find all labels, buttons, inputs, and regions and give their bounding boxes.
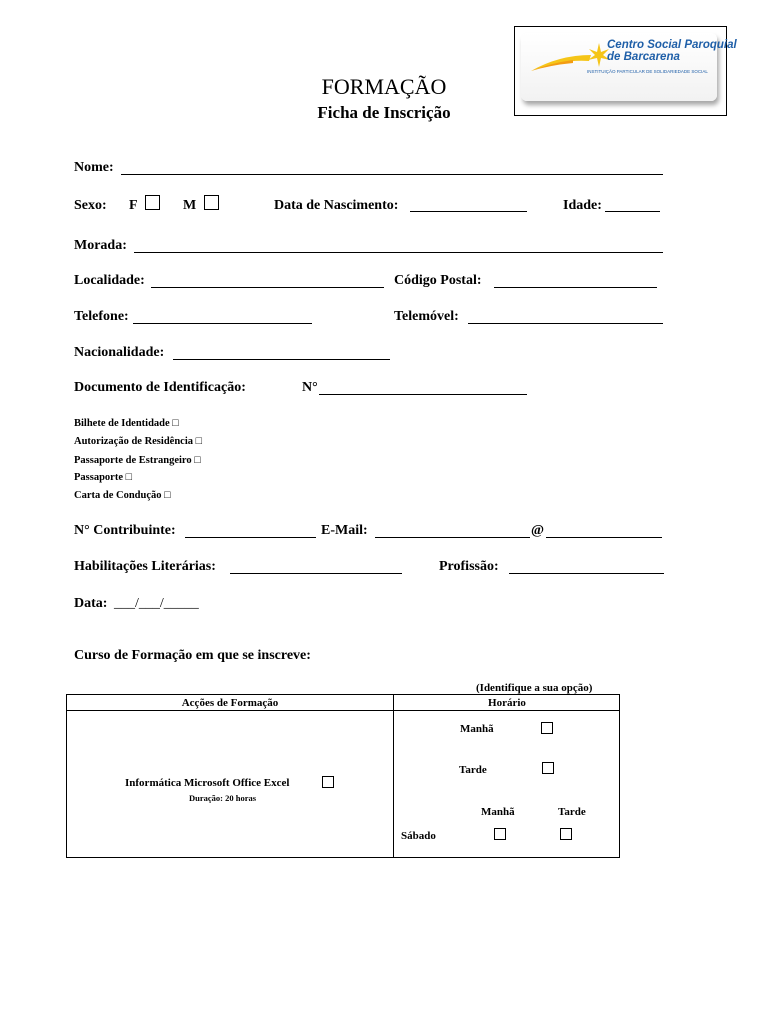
nacionalidade-label: Nacionalidade: [74,345,165,360]
col-header-actions: Acções de Formação [181,697,279,709]
telemovel-field[interactable] [468,323,663,324]
morada-field[interactable] [134,252,663,253]
saturday-label: Sábado [401,830,436,842]
email-label: E-Mail: [321,523,368,538]
data-nascimento-label: Data de Nascimento: [274,198,399,213]
data-nascimento-field[interactable] [410,211,527,212]
telefone-field[interactable] [133,323,312,324]
profissao-field[interactable] [509,573,664,574]
data-label: Data: [74,596,108,611]
nacionalidade-field[interactable] [173,359,390,360]
course-name: Informática Microsoft Office Excel [125,777,290,789]
morada-label: Morada: [74,238,127,253]
course-checkbox[interactable] [322,776,334,788]
sexo-f-checkbox[interactable] [145,195,160,210]
doc-option-residencia[interactable]: Autorização de Residência □ [74,436,202,447]
sexo-label: Sexo: [74,198,107,213]
doc-option-bi[interactable]: Bilhete de Identidade □ [74,418,179,429]
col-header-schedule: Horário [488,697,526,709]
page-title: FORMAÇÃO [321,74,447,99]
nome-field[interactable] [121,174,663,175]
email-at: @ [531,523,545,538]
curso-heading: Curso de Formação em que se inscreve: [74,648,311,663]
logo-title: Centro Social Paroquial de Barcarena [607,39,737,63]
table-column-divider [393,695,394,857]
schedule-morning-checkbox[interactable] [541,722,553,734]
schedule-afternoon-label: Tarde [459,764,487,776]
saturday-morning-label: Manhã [481,806,515,818]
localidade-field[interactable] [151,287,384,288]
saturday-morning-checkbox[interactable] [494,828,506,840]
curso-note: (Identifique a sua opção) [476,682,593,694]
profissao-label: Profissão: [439,559,499,574]
doc-option-passaporte[interactable]: Passaporte □ [74,472,132,483]
doc-option-passaporte-estrangeiro[interactable]: Passaporte de Estrangeiro □ [74,455,201,466]
data-field[interactable]: ___/___/_____ [114,596,199,611]
table-header-divider [67,710,619,711]
codigo-postal-field[interactable] [494,287,657,288]
schedule-afternoon-checkbox[interactable] [542,762,554,774]
numero-label: N° [302,380,318,395]
schedule-morning-label: Manhã [460,723,494,735]
habilitacoes-label: Habilitações Literárias: [74,559,216,574]
documento-numero-field[interactable] [319,394,527,395]
contribuinte-label: N° Contribuinte: [74,523,176,538]
documento-label: Documento de Identificação: [74,380,246,395]
sexo-m-label: M [183,198,197,213]
page-subtitle: Ficha de Inscrição [317,103,451,122]
logo-subtitle: INSTITUIÇÃO PARTICULAR DE SOLIDARIEDADE SOCIAL [587,69,708,74]
contribuinte-field[interactable] [185,537,316,538]
course-table [66,694,620,858]
idade-field[interactable] [605,211,660,212]
course-duration: Duração: 20 horas [189,793,257,803]
saturday-afternoon-label: Tarde [558,806,586,818]
telemovel-label: Telemóvel: [394,309,459,324]
nome-label: Nome: [74,160,114,175]
telefone-label: Telefone: [74,309,129,324]
idade-label: Idade: [563,198,602,213]
email-domain-field[interactable] [546,537,662,538]
saturday-afternoon-checkbox[interactable] [560,828,572,840]
sexo-m-checkbox[interactable] [204,195,219,210]
doc-option-carta-conducao[interactable]: Carta de Condução □ [74,490,171,501]
localidade-label: Localidade: [74,273,145,288]
email-user-field[interactable] [375,537,530,538]
habilitacoes-field[interactable] [230,573,402,574]
sexo-f-label: F [129,198,138,213]
codigo-postal-label: Código Postal: [394,273,482,288]
